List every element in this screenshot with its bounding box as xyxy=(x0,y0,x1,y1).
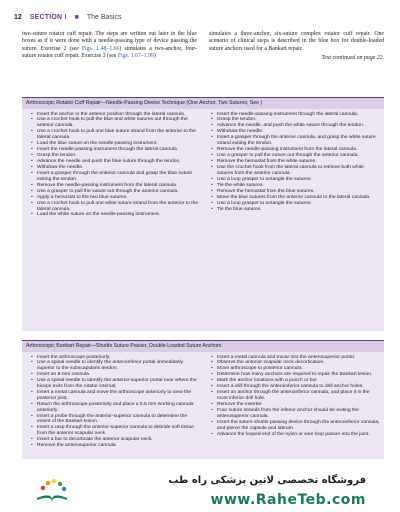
intro-right-column xyxy=(209,31,384,62)
step-item: • Tie the blue sutures. xyxy=(217,207,380,213)
step-item: • Insert an anchor through the anteroinferior cannula, and place it in the most inferior drill hole. xyxy=(217,390,380,402)
intro-left-a: two-suture rotator cuff repair. The steps are written out later in the blue boxes as if it were done with a needle-passing type of device passing the suture. Exercise 2 (see xyxy=(22,31,197,52)
step-item: • Insert the arthroscope posteriorly. xyxy=(37,355,200,361)
running-header xyxy=(14,12,386,22)
intro-right-text: simulates a three-anchor, six-suture complex rotator cuff repair. One scenario of clinical steps is described in the blue box for double-loaded suture anchors used for a Bankart repair. xyxy=(209,31,384,52)
figure-link-1[interactable]: Figs. 1.48–1.66 xyxy=(81,45,120,52)
step-item: • Observe the anterior scapular neck decortication. xyxy=(217,360,380,366)
header-separator: ■ xyxy=(74,13,79,21)
step-item: • Use a loop grasper to untangle the sutures. xyxy=(217,201,380,207)
box-title: Arthroscopic Rotator Cuff Repair—Needle-Passing Device Technique (One Anchor, Two Sutures; See ) xyxy=(22,98,384,109)
step-item: • Tie the white sutures. xyxy=(217,183,380,189)
step-item: • Use a spinal needle to identify the anteroinferior portal immediately superior to the subscapularis tendon. xyxy=(37,360,200,372)
step-list-left xyxy=(28,112,200,219)
book-logo-icon xyxy=(34,476,70,502)
step-item: • Insert a bur to decorticate the anterior scapular neck. xyxy=(37,437,200,443)
step-item: • Grasp the tendon. xyxy=(217,117,380,123)
step-item: • Use the crochet hook from the lateral cannula to retrieve both white sutures from the anterior cannula. xyxy=(217,165,380,177)
step-item: • Advance the needle and push the blue suture through the tendon. xyxy=(37,159,200,165)
intro-left-b: ) simulates a two-anchor, four-suture rotator cuff repair. Exercise 3 (see xyxy=(22,45,197,59)
intro-text xyxy=(22,31,384,62)
section-subtitle: The Basics xyxy=(86,13,122,21)
step-item: • Use a loop grasper to untangle the sutures. xyxy=(217,177,380,183)
step-item: • Remove the anterosuperior cannula. xyxy=(37,443,200,449)
step-item: • Insert a metal cannula and move the arthroscope anteriorly to view the posterior joint. xyxy=(37,390,200,402)
step-item: • Load the white suture on the needle-passing instrument. xyxy=(37,212,200,218)
website-url[interactable]: www.RaheTeb.com xyxy=(210,492,366,508)
step-item: • Use a crochet hook to pull the blue and white sutures out through the anterior cannula. xyxy=(37,117,200,129)
step-item: • Advance the needle, and push the white suture through the tendon. xyxy=(217,123,380,129)
step-item: • Remove the inserter. xyxy=(217,402,380,408)
step-item: • Use a crochet hook to pull one blue suture strand from the anterior to the lateral cannula. xyxy=(37,129,200,141)
step-item: • Insert an 8-mm cannula. xyxy=(37,372,200,378)
step-item: • Move arthroscope to posterior cannula. xyxy=(217,366,380,372)
step-item: • Use a spinal needle to identify the anterior-superior portal near where the biceps exits from the rotator interval. xyxy=(37,378,200,390)
step-item: • Withdraw the needle. xyxy=(217,129,380,135)
step-list-left xyxy=(28,355,200,449)
step-item: • Load the blue suture on the needle-passing instrument. xyxy=(37,141,200,147)
step-item: • Insert a drill through the anteroinferior cannula to drill anchor holes. xyxy=(217,384,380,390)
step-item: • Use a grasper to pull the suture out through the anterior cannula. xyxy=(217,153,380,159)
step-item: • Insert a rasp through the anterior-superior cannula to debride soft tissue from the anterior scapular neck. xyxy=(37,425,200,437)
step-item: • Insert the needle-passing instrument through the lateral cannula. xyxy=(37,147,200,153)
step-item: • Insert a grasper through the anterior cannula and grasp the blue suture exiting the tendon. xyxy=(37,171,200,183)
step-item: • Determine how many anchors are required to repair the Bankart lesion. xyxy=(217,372,380,378)
step-item: • Remove the hemostat from the blue sutures. xyxy=(217,189,380,195)
section-label: SECTION I xyxy=(29,13,67,21)
step-item: • Use a grasper to pull the suture out through the anterior cannula. xyxy=(37,189,200,195)
step-item: • Remove the needle-passing instrument from the lateral cannula. xyxy=(217,147,380,153)
step-item: • Insert the anchor in the anterior position through the lateral cannula. xyxy=(37,112,200,118)
step-list-right xyxy=(208,355,380,438)
step-item: • Four suture strands from the inferior anchor should be exiting the anterosuperior cannula. xyxy=(217,408,380,420)
step-item: • Withdraw the needle. xyxy=(37,165,200,171)
step-item: • Insert a metal cannula and trocar into the anterosuperior portal. xyxy=(217,355,380,361)
step-item: • Move the blue sutures from the anterior cannula to the lateral cannula. xyxy=(217,195,380,201)
step-item: • Mark the anchor locations with a punch or bur. xyxy=(217,378,380,384)
step-item: • Remove the needle-passing instrument from the lateral cannula. xyxy=(37,183,200,189)
step-item: • Return the arthroscope posteriorly and place a 5.5 mm working cannula anteriorly. xyxy=(37,402,200,414)
step-item: • Grasp the tendon. xyxy=(37,153,200,159)
step-item: • Insert the needle-passing instrument through the lateral cannula. xyxy=(217,112,380,118)
step-item: • Insert the suture shuttle passing device through the anteroinferior cannula, and pierce the capsule and labrum. xyxy=(217,420,380,432)
step-item: • Advance the looped end of the nylon or wire loop passer into the joint. xyxy=(217,432,380,438)
rotator-cuff-procedure-box xyxy=(22,97,384,331)
continued-note: Text continued on page 22. xyxy=(321,54,384,61)
step-item: • Insert a grasper through the anterior cannula, and grasp the white suture strand exiting the tendon. xyxy=(217,135,380,147)
step-item: • Use a crochet hook to pull one white suture strand from the anterior to the lateral cannula. xyxy=(37,201,200,213)
intro-left-c: ) xyxy=(153,52,156,59)
bankart-procedure-box xyxy=(22,340,384,459)
step-list-right xyxy=(208,112,380,213)
intro-left-column xyxy=(22,31,197,62)
watermark-footer xyxy=(0,468,400,512)
step-item: • Apply a hemostat to the two blue sutures. xyxy=(37,195,200,201)
step-item: • Insert a probe through the anterior-superior cannula to determine the extent of the Bankart lesion. xyxy=(37,414,200,426)
store-name: فروشگاه تخصصی لاتین پزشکی راه طب xyxy=(168,475,366,486)
figure-link-2[interactable]: Figs. 1.67–1.99 xyxy=(117,52,154,59)
box-title: Arthroscopic Bankart Repair—Shuttle Suture Passer, Double-Loaded Suture Anchors xyxy=(22,341,384,352)
page-number: 12 xyxy=(14,13,22,21)
step-item: • Remove the hemostat from the white sutures. xyxy=(217,159,380,165)
